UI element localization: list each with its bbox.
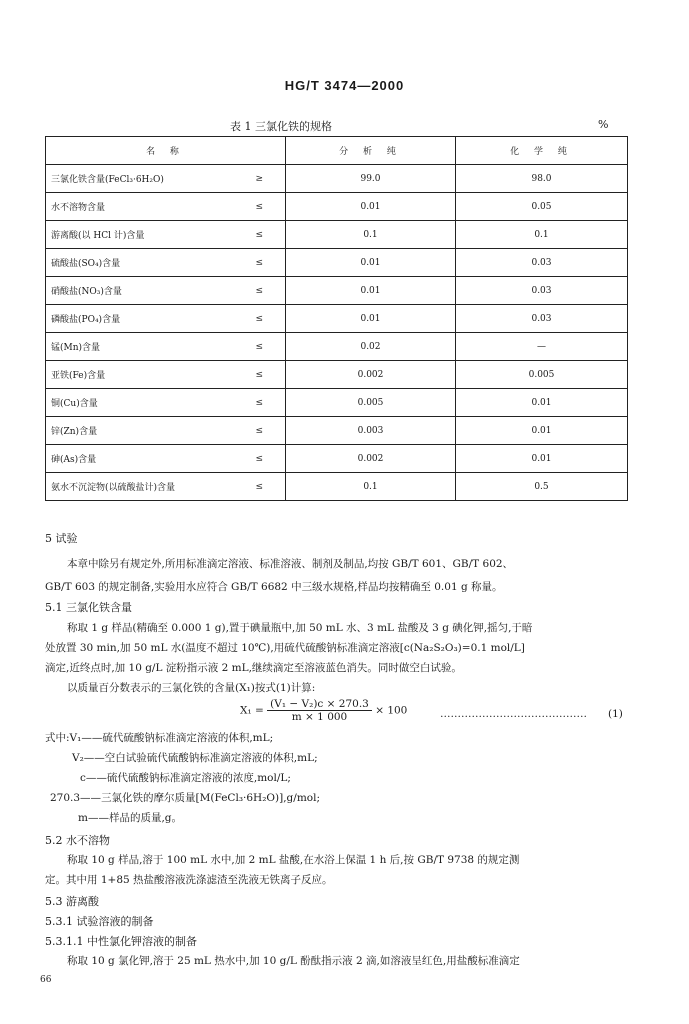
legend-text: 空白试验硫代硫酸钠标准滴定溶液的体积,mL;	[104, 752, 318, 764]
table-caption: 表 1 三氯化铁的规格	[230, 120, 332, 133]
section-5-title: 5 试验	[45, 532, 78, 545]
analytical-grade-cell: 0.002	[286, 445, 456, 473]
chemical-grade-cell: 0.05	[456, 193, 628, 221]
operator-cell: ≤	[234, 193, 286, 221]
item-name-cell: 硝酸盐(NO₃)含量	[46, 277, 234, 305]
table-row	[46, 249, 628, 277]
operator-cell: ≤	[234, 249, 286, 277]
col-header-name: 名 称	[46, 137, 286, 165]
formula-tail: × 100	[375, 704, 408, 717]
chemical-grade-cell: 98.0	[456, 165, 628, 193]
analytical-grade-cell: 99.0	[286, 165, 456, 193]
operator-cell: ≤	[234, 361, 286, 389]
item-name-cell: 氨水不沉淀物(以硫酸盐计)含量	[46, 473, 234, 501]
item-name-cell: 磷酸盐(PO₄)含量	[46, 305, 234, 333]
table-unit: %	[598, 118, 609, 131]
legend-line-4	[50, 790, 320, 805]
formula-number: (1)	[608, 708, 623, 720]
legend-line-3	[80, 770, 291, 785]
analytical-grade-cell: 0.002	[286, 361, 456, 389]
operator-cell: ≤	[234, 277, 286, 305]
table-row	[46, 389, 628, 417]
analytical-grade-cell: 0.01	[286, 193, 456, 221]
item-name-cell: 硫酸盐(SO₄)含量	[46, 249, 234, 277]
section-5-text-line-1: 本章中除另有规定外,所用标准滴定溶液、标准溶液、制剂及制品,均按 GB/T 601、GB/T 602、	[67, 558, 514, 570]
item-name-cell: 砷(As)含量	[46, 445, 234, 473]
item-name-cell: 铜(Cu)含量	[46, 389, 234, 417]
legend-symbol: m——	[78, 812, 109, 824]
chemical-grade-cell: 0.01	[456, 389, 628, 417]
legend-line-2	[72, 750, 318, 765]
item-name-cell: 三氯化铁含量(FeCl₃·6H₂O)	[46, 165, 234, 193]
table-row	[46, 193, 628, 221]
chemical-grade-cell: 0.03	[456, 305, 628, 333]
chemical-grade-cell: 0.01	[456, 445, 628, 473]
legend-symbol: 式中:V₁——	[45, 732, 103, 744]
table-row	[46, 361, 628, 389]
analytical-grade-cell: 0.1	[286, 473, 456, 501]
legend-text: 样品的质量,g。	[108, 812, 183, 824]
operator-cell: ≤	[234, 221, 286, 249]
chemical-grade-cell: 0.1	[456, 221, 628, 249]
legend-symbol: c——	[80, 772, 107, 784]
section-5-1-text-line-2: 处放置 30 min,加 50 mL 水(温度不超过 10℃),用硫代硫酸钠标准滴定溶液[c(Na₂S₂O₃)=0.1 mol/L]	[45, 642, 525, 654]
legend-symbol: 270.3——	[50, 792, 102, 804]
formula-denominator: m × 1 000	[291, 711, 348, 723]
legend-line-1	[45, 730, 273, 745]
section-5-1-text-line-3: 滴定,近终点时,加 10 g/L 淀粉指示液 2 mL,继续滴定至溶液蓝色消失。同时做空白试验。	[45, 662, 462, 674]
item-name-cell: 亚铁(Fe)含量	[46, 361, 234, 389]
item-name-cell: 锌(Zn)含量	[46, 417, 234, 445]
table-row	[46, 417, 628, 445]
formula-lhs: X₁ =	[240, 704, 264, 717]
legend-line-5	[78, 810, 182, 825]
table-row	[46, 305, 628, 333]
item-name-cell: 锰(Mn)含量	[46, 333, 234, 361]
table-row	[46, 473, 628, 501]
legend-text: 三氯化铁的摩尔质量[M(FeCl₃·6H₂O)],g/mol;	[101, 792, 320, 804]
formula-fraction	[267, 698, 372, 723]
table-row	[46, 333, 628, 361]
analytical-grade-cell: 0.005	[286, 389, 456, 417]
section-5-3-1-1-text-line-1: 称取 10 g 氯化钾,溶于 25 mL 热水中,加 10 g/L 酚酞指示液 2 滴,如溶液呈红色,用盐酸标准滴定	[67, 955, 520, 967]
table-row	[46, 165, 628, 193]
analytical-grade-cell: 0.01	[286, 277, 456, 305]
operator-cell: ≤	[234, 305, 286, 333]
analytical-grade-cell: 0.003	[286, 417, 456, 445]
table-header-row	[46, 137, 628, 165]
operator-cell: ≤	[234, 473, 286, 501]
legend-text: 硫代硫酸钠标准滴定溶液的体积,mL;	[102, 732, 274, 744]
item-name-cell: 游离酸(以 HCl 计)含量	[46, 221, 234, 249]
section-5-1-text-line-4: 以质量百分数表示的三氯化铁的含量(X₁)按式(1)计算:	[67, 682, 316, 694]
section-5-2-text-line-2: 定。其中用 1+85 热盐酸溶液洗涤滤渣至洗液无铁离子反应。	[45, 874, 333, 886]
table-row	[46, 221, 628, 249]
analytical-grade-cell: 0.01	[286, 305, 456, 333]
chemical-grade-cell: 0.5	[456, 473, 628, 501]
chemical-grade-cell: 0.005	[456, 361, 628, 389]
section-5-3-1-title: 5.3.1 试验溶液的制备	[45, 915, 154, 928]
analytical-grade-cell: 0.1	[286, 221, 456, 249]
operator-cell: ≥	[234, 165, 286, 193]
formula-leader-dots: ……………………………………	[440, 708, 587, 720]
chemical-grade-cell: —	[456, 333, 628, 361]
operator-cell: ≤	[234, 445, 286, 473]
analytical-grade-cell: 0.02	[286, 333, 456, 361]
legend-symbol: V₂——	[72, 752, 105, 764]
formula-1	[240, 698, 407, 723]
standard-header: HG/T 3474—2000	[284, 78, 405, 93]
chemical-grade-cell: 0.03	[456, 277, 628, 305]
col-header-cp: 化 学 纯	[456, 137, 628, 165]
operator-cell: ≤	[234, 389, 286, 417]
section-5-2-text-line-1: 称取 10 g 样品,溶于 100 mL 水中,加 2 mL 盐酸,在水浴上保温 1 h 后,按 GB/T 9738 的规定测	[67, 854, 520, 866]
table-row	[46, 277, 628, 305]
col-header-ar: 分 析 纯	[286, 137, 456, 165]
section-5-1-title: 5.1 三氯化铁含量	[45, 601, 132, 614]
section-5-text-line-2: GB/T 603 的规定制备,实验用水应符合 GB/T 6682 中三级水规格,样品均按精确至 0.01 g 称量。	[45, 581, 503, 593]
formula-numerator: (V₁ − V₂)c × 270.3	[267, 698, 372, 711]
legend-text: 硫代硫酸钠标准滴定溶液的浓度,mol/L;	[106, 772, 291, 784]
chemical-grade-cell: 0.01	[456, 417, 628, 445]
operator-cell: ≤	[234, 417, 286, 445]
section-5-3-1-1-title: 5.3.1.1 中性氯化钾溶液的制备	[45, 935, 197, 948]
spec-table	[45, 136, 628, 501]
section-5-1-text-line-1: 称取 1 g 样品(精确至 0.000 1 g),置于碘量瓶中,加 50 mL 水、3 mL 盐酸及 3 g 碘化钾,摇匀,于暗	[67, 622, 533, 634]
operator-cell: ≤	[234, 333, 286, 361]
section-5-3-title: 5.3 游离酸	[45, 895, 99, 908]
section-5-2-title: 5.2 水不溶物	[45, 834, 110, 847]
chemical-grade-cell: 0.03	[456, 249, 628, 277]
item-name-cell: 水不溶物含量	[46, 193, 234, 221]
table-row	[46, 445, 628, 473]
page-number: 66	[40, 975, 52, 985]
analytical-grade-cell: 0.01	[286, 249, 456, 277]
